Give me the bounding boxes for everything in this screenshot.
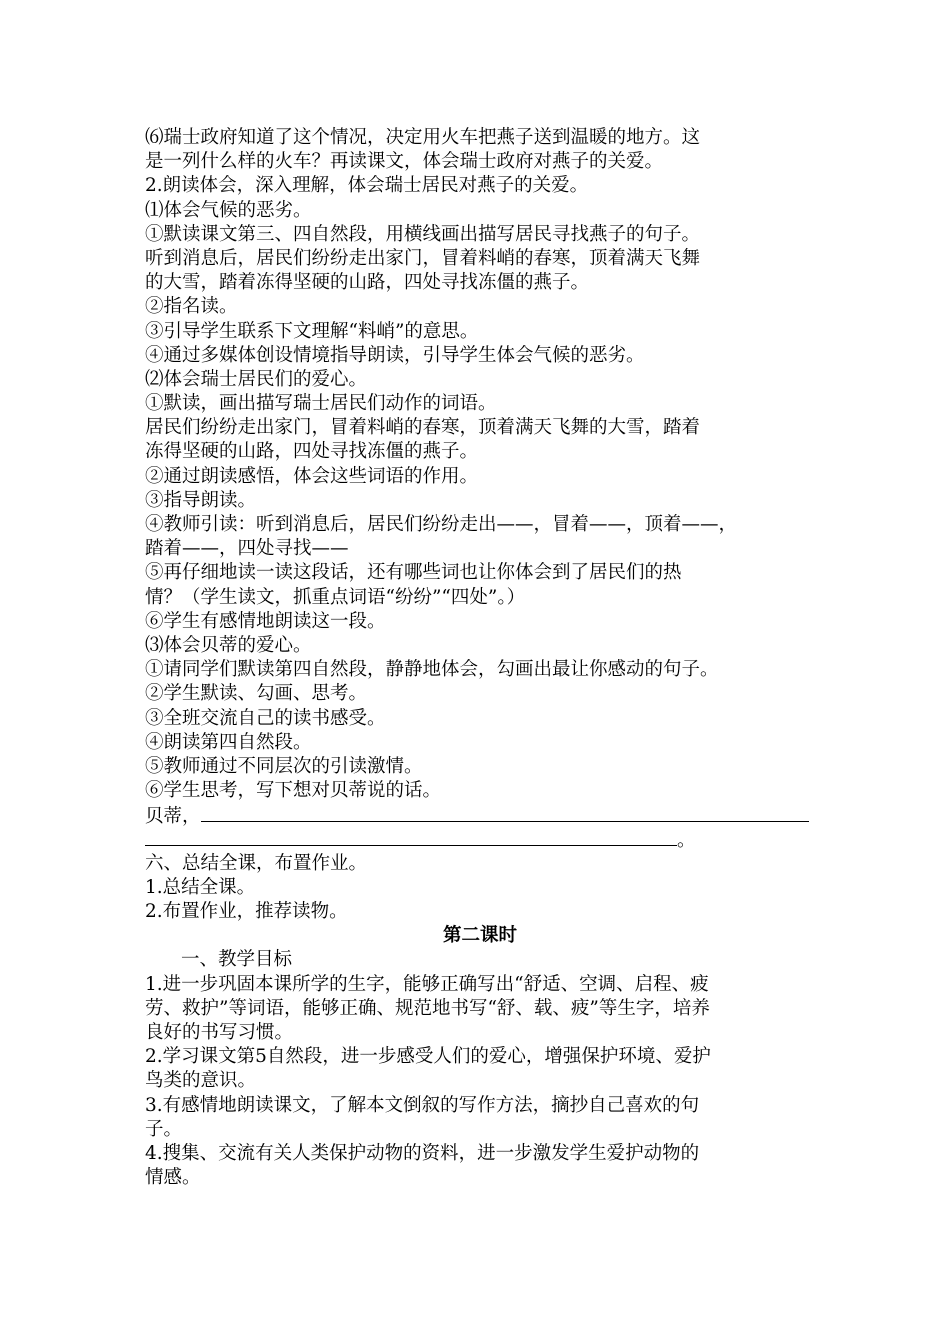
text-line: ③全班交流自己的读书感受。: [145, 707, 386, 729]
text-line: ②指名读。: [145, 296, 238, 318]
text-line: 情感。: [145, 1167, 201, 1189]
text-line: 情？（学生读文，抓重点词语“纷纷”“四处”。）: [145, 586, 526, 608]
text-line: ②通过朗读感悟，体会这些词语的作用。: [145, 465, 479, 487]
text-line: 冻得坚硬的山路，四处寻找冻僵的燕子。: [145, 441, 479, 463]
section-heading: 第二课时: [442, 925, 517, 947]
text-line: ②学生默读、勾画、思考。: [145, 683, 368, 705]
text-line: ①请同学们默读第四自然段，静静地体会，勾画出最让你感动的句子。: [145, 659, 719, 681]
text-line: ①默读课文第三、四自然段，用横线画出描写居民寻找燕子的句子。: [145, 223, 701, 245]
text-line: ④通过多媒体创设情境指导朗读，引导学生体会气候的恶劣。: [145, 344, 645, 366]
text-line: 4.搜集、交流有关人类保护动物的资料，进一步激发学生爱护动物的: [145, 1142, 700, 1164]
text-line: 良好的书写习惯。: [145, 1021, 294, 1043]
text-line: ⑥学生思考，写下想对贝蒂说的话。: [145, 780, 442, 802]
text-line: 3.有感情地朗读课文，了解本文倒叙的写作方法，摘抄自己喜欢的句: [145, 1094, 700, 1116]
text-line: 六、总结全课，布置作业。: [145, 852, 368, 874]
text-line: ④朗读第四自然段。: [145, 731, 312, 753]
text-line: ⑹瑞士政府知道了这个情况，决定用火车把燕子送到温暖的地方。这: [145, 127, 701, 148]
text-line: 的大雪，踏着冻得坚硬的山路，四处寻找冻僵的燕子。: [145, 272, 590, 294]
teaching-goals: [145, 973, 815, 1191]
text-line: ⑤教师通过不同层次的引读激情。: [145, 755, 423, 777]
text-line: 听到消息后，居民们纷纷走出家门，冒着料峭的春寒，顶着满天飞舞: [145, 247, 701, 269]
text-line: 子。: [145, 1118, 183, 1140]
text-line: ③引导学生联系下文理解“料峭”的意思。: [145, 320, 479, 342]
text-line: 是一列什么样的火车？再读课文，体会瑞士政府对燕子的关爱。: [145, 151, 664, 173]
blank-underline: [201, 803, 809, 822]
document-page: [145, 126, 815, 1190]
text-line: ⑶体会贝蒂的爱心。: [145, 634, 312, 656]
text-line: ⑵体会瑞士居民们的爱心。: [145, 368, 368, 390]
lesson-steps: [145, 126, 815, 803]
text-line: 鸟类的意识。: [145, 1070, 257, 1092]
text-line: 踏着——，四处寻找——: [145, 538, 349, 560]
blank-underline: [145, 827, 677, 846]
text-line: 1.总结全课。: [145, 876, 256, 898]
text-line: 劳、救护”等词语，能够正确、规范地书写“舒、载、疲”等生字，培养: [145, 997, 710, 1019]
section-subheading: 一、教学目标: [181, 949, 293, 971]
text-line: ⑴体会气候的恶劣。: [145, 199, 312, 221]
fill-blank-line-1: [145, 803, 815, 827]
text-line: 居民们纷纷走出家门，冒着料峭的春寒，顶着满天飞舞的大雪，踏着: [145, 417, 701, 439]
text-line: ④教师引读：听到消息后，居民们纷纷走出——，冒着——，顶着——，: [145, 514, 738, 535]
text-line: 1.进一步巩固本课所学的生字，能够正确写出“舒适、空调、启程、疲: [145, 973, 709, 995]
text-line: ⑥学生有感情地朗读这一段。: [145, 610, 386, 632]
text-line: 2.布置作业，推荐读物。: [145, 901, 348, 922]
text-line: ⑤再仔细地读一读这段话，还有哪些词也让你体会到了居民们的热: [145, 562, 682, 584]
text-line: 2.朗读体会，深入理解，体会瑞士居民对燕子的关爱。: [145, 175, 589, 197]
fill-blank-suffix: 。: [677, 830, 696, 852]
text-line: ③指导朗读。: [145, 489, 257, 511]
fill-blank-line-2: [145, 827, 815, 851]
text-line: 2.学习课文第5自然段，进一步感受人们的爱心，增强保护环境、爱护: [145, 1046, 711, 1068]
fill-blank-prefix: 贝蒂，: [145, 806, 201, 828]
text-line: ①默读，画出描写瑞士居民们动作的词语。: [145, 393, 497, 415]
summary-steps: [145, 852, 815, 925]
